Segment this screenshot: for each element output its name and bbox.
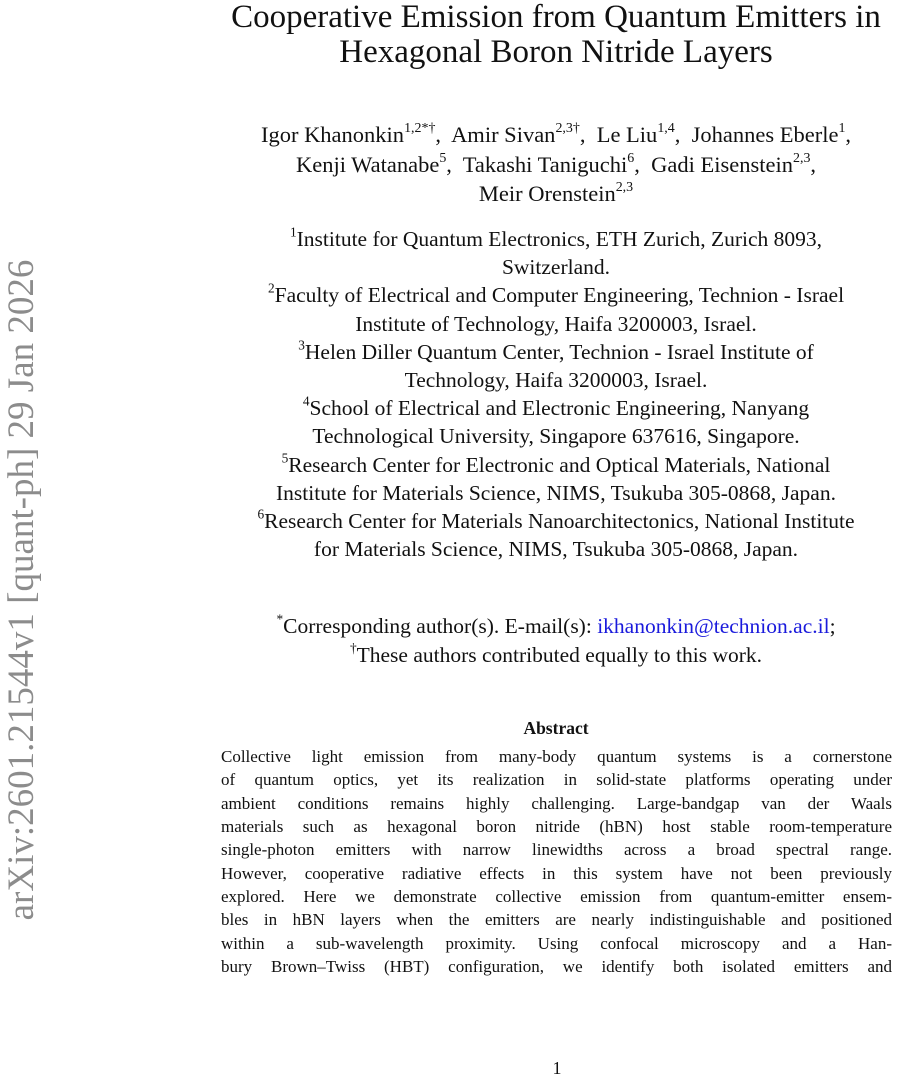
author-affil-marks: 2,3 bbox=[615, 179, 634, 195]
affiliation-number: 3 bbox=[298, 337, 305, 353]
page-number: 1 bbox=[552, 1058, 562, 1078]
abstract-line-text: explored. Here we demonstrate collective emission from quantum-emitter ensem- bbox=[221, 887, 892, 907]
abstract-line-text: However, cooperative radiative effects in this system have not been previously bbox=[221, 863, 892, 883]
affiliation-text: Research Center for Materials Nanoarchitectonics, National Institute bbox=[264, 509, 855, 534]
correspondence-note bbox=[200, 612, 912, 669]
title-line-1: Cooperative Emission from Quantum Emitters in bbox=[231, 0, 881, 35]
abstract-line-text: of quantum optics, yet its realization in solid-state platforms operating under bbox=[221, 770, 892, 790]
affiliation-text: Technology, Haifa 3200003, Israel. bbox=[404, 368, 708, 393]
affiliation-text: Helen Diller Quantum Center, Technion - Israel Institute of bbox=[304, 339, 814, 364]
author-line-1: Igor Khanonkin$^{1,2*\dagger}$, Amir Sivan$^{2,3\dagger}$, Le Liu$^{1,4}$, Johannes Eberle$^1$, bbox=[260, 120, 852, 147]
abstract-line bbox=[221, 908, 892, 931]
affiliation-text: School of Electrical and Electronic Engineering, Nanyang bbox=[309, 396, 810, 421]
affiliation-list bbox=[200, 225, 912, 563]
affiliation-number: 1 bbox=[289, 224, 297, 240]
author-affil-marks: 1,2*† bbox=[404, 120, 436, 136]
corresponding-author-line bbox=[200, 612, 912, 641]
author-name: Le Liu bbox=[596, 122, 658, 147]
affiliation-text: Institute for Materials Science, NIMS, Tsukuba 305-0868, Japan. bbox=[276, 480, 836, 505]
abstract-line bbox=[221, 768, 892, 791]
author-name: Meir Orenstein bbox=[478, 181, 616, 206]
abstract-line-text: single-photon emitters with narrow linewidths across a broad spectral range. bbox=[221, 840, 892, 860]
author-name: Amir Sivan bbox=[451, 122, 556, 147]
abstract-line-text: within a sub-wavelength proximity. Using confocal microscopy and a Han- bbox=[221, 933, 892, 953]
affiliation-number: 6 bbox=[257, 506, 265, 522]
author-affil-marks: 1 bbox=[838, 120, 846, 136]
affiliation-number: 5 bbox=[281, 450, 289, 466]
author-name: Gadi Eisenstein bbox=[651, 151, 793, 177]
author-name: Kenji Watanabe bbox=[295, 151, 440, 177]
affiliation-3 bbox=[200, 338, 912, 394]
affiliation-4 bbox=[200, 394, 912, 450]
affiliation-2 bbox=[200, 281, 912, 337]
author-affil-marks: 5 bbox=[439, 150, 447, 166]
author-line-2: Kenji Watanabe$^5$, Takashi Taniguchi$^6$, Gadi Eisenstein$^{2,3}$, bbox=[295, 150, 817, 177]
abstract-heading: Abstract bbox=[523, 718, 589, 738]
affiliation-1 bbox=[200, 225, 912, 281]
abstract-line-text: ambient conditions remains highly challenging. Large-bandgap van der Waals bbox=[221, 793, 892, 813]
affiliation-text: Faculty of Electrical and Computer Engineering, Technion - Israel bbox=[274, 283, 845, 308]
author-affil-marks: 6 bbox=[627, 150, 635, 166]
author-list bbox=[196, 120, 916, 209]
title-line-2: Hexagonal Boron Nitride Layers bbox=[339, 34, 773, 70]
equal-contribution-text: These authors contributed equally to this work. bbox=[356, 642, 763, 667]
author-name: Takashi Taniguchi bbox=[462, 151, 628, 177]
abstract-line bbox=[221, 932, 892, 955]
affiliation-text: Research Center for Electronic and Optical Materials, National bbox=[288, 452, 831, 477]
affiliation-text: Switzerland. bbox=[501, 255, 611, 280]
affiliation-text: Technological University, Singapore 637616, Singapore. bbox=[312, 424, 800, 449]
abstract-line bbox=[221, 862, 892, 885]
author-affil-marks: 1,4 bbox=[657, 120, 675, 136]
author-name: Igor Khanonkin bbox=[260, 122, 405, 147]
abstract-line bbox=[221, 745, 892, 768]
correspondence-label: Corresponding author(s). E-mail(s): bbox=[283, 614, 598, 638]
abstract-line bbox=[221, 885, 892, 908]
abstract-line-text: Collective light emission from many-body quantum systems is a cornerstone bbox=[221, 747, 892, 766]
author-name: Johannes Eberle bbox=[691, 122, 839, 147]
email-link[interactable]: ikhanonkin@technion.ac.il bbox=[597, 614, 830, 638]
affiliation-text: Institute for Quantum Electronics, ETH Zurich, Zurich 8093, bbox=[296, 227, 823, 251]
semicolon: ; bbox=[829, 614, 836, 638]
abstract-line-text: bles in hBN layers when the emitters are nearly indistinguishable and positioned bbox=[221, 910, 892, 930]
paper-title bbox=[196, 0, 916, 70]
abstract-line bbox=[221, 838, 892, 861]
abstract-line-text: bury Brown–Twiss (HBT) configuration, we identify both isolated emitters and bbox=[221, 957, 892, 977]
abstract-line bbox=[221, 792, 892, 815]
affiliation-text: for Materials Science, NIMS, Tsukuba 305-0868, Japan. bbox=[313, 537, 799, 562]
abstract-line bbox=[221, 955, 892, 978]
affiliation-6 bbox=[200, 507, 912, 563]
author-affil-marks: 2,3† bbox=[555, 120, 580, 136]
equal-contribution-line bbox=[200, 641, 912, 670]
abstract-line bbox=[221, 815, 892, 838]
affiliation-number: 4 bbox=[302, 393, 310, 409]
affiliation-number: 2 bbox=[267, 280, 275, 296]
dagger-mark: † bbox=[349, 639, 357, 655]
author-line-3 bbox=[196, 179, 916, 209]
abstract-line-text: materials such as hexagonal boron nitride (hBN) host stable room-temperature bbox=[221, 817, 892, 837]
affiliation-5 bbox=[200, 451, 912, 507]
asterisk-mark: * bbox=[276, 611, 284, 627]
affiliation-text: Institute of Technology, Haifa 3200003, Israel. bbox=[355, 311, 757, 336]
arxiv-identifier-stamp: arXiv:2601.21544v1 [quant-ph] 29 Jan 2026 bbox=[1, 259, 42, 921]
author-affil-marks: 2,3 bbox=[792, 150, 811, 166]
abstract-body bbox=[221, 745, 892, 978]
